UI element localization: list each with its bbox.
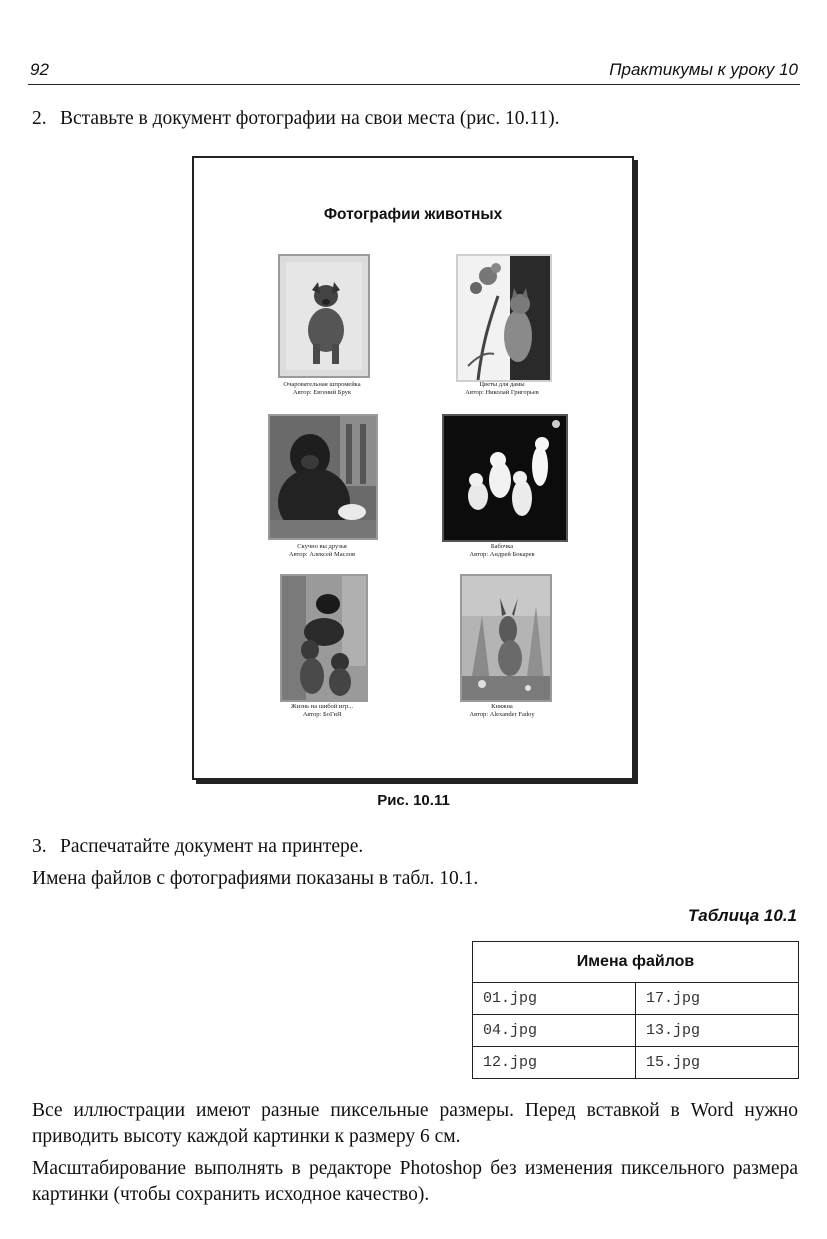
- page-number: 92: [30, 60, 49, 79]
- table-row: [473, 1015, 799, 1047]
- deer-image: [462, 576, 550, 700]
- dog-image: [280, 256, 368, 376]
- caption-author: Автор: Николай Григорьев: [465, 389, 539, 396]
- caption-author: Автор: Alexander Fadoy: [469, 711, 535, 718]
- paragraph-2: Масштабирование выполнять в редакторе Photoshop без изменения пиксельного размера картинки (чтобы сохранить исходное качество).: [32, 1158, 798, 1205]
- table-caption: Таблица 10.1: [687, 906, 797, 925]
- caption-title: Скучно вы друзья: [297, 543, 347, 550]
- table-cell: 04.jpg: [473, 1015, 636, 1047]
- paragraph-1: Все иллюстрации имеют разные пиксельные размеры. Перед вставкой в Word нужно приводить высоту каждой картинки к размеру 6 см.: [32, 1100, 798, 1147]
- table-row: [473, 983, 799, 1015]
- photo-caption: [254, 543, 390, 559]
- photo-caption: [254, 703, 390, 719]
- table-cell: 01.jpg: [473, 983, 636, 1015]
- chapter-title: Практикумы к уроку 10: [609, 60, 798, 79]
- intro-text: Имена файлов с фотографиями показаны в табл. 10.1.: [32, 868, 479, 889]
- caption-author: Автор: БоГиЯ: [302, 711, 342, 718]
- kittens-image: [444, 416, 566, 540]
- step-number: 3.: [32, 836, 47, 857]
- step-3: [32, 836, 363, 858]
- step-text: Вставьте в документ фотографии на свои места (рис. 10.11).: [60, 108, 560, 129]
- deer-photo: [460, 574, 552, 702]
- table-header: Имена файлов: [473, 942, 799, 983]
- caption-title: Очаровательная шпромейка: [283, 381, 361, 388]
- photo-caption: [434, 543, 570, 559]
- file-names-table: [472, 941, 799, 1079]
- caption-title: Бабочка: [490, 543, 514, 550]
- figure-caption: Рис. 10.11: [377, 792, 450, 809]
- caption-author: Автор: Алексей Маслов: [288, 551, 356, 558]
- gorilla-image: [270, 416, 376, 538]
- cat-flowers-image: [458, 256, 550, 380]
- page-header: [28, 58, 800, 85]
- figure-title: Фотографии животных: [323, 206, 503, 223]
- gorilla-photo: [268, 414, 378, 540]
- table-cell: 13.jpg: [636, 1015, 799, 1047]
- kittens-photo: [442, 414, 568, 542]
- table-cell: 17.jpg: [636, 983, 799, 1015]
- caption-title: Жизнь на шибой игр...: [290, 703, 354, 710]
- caption-author: Автор: Евгений Брук: [292, 389, 352, 396]
- dogs-photo: [280, 574, 368, 702]
- dog-photo: [278, 254, 370, 378]
- caption-author: Автор: Андрей Бокарев: [469, 551, 535, 558]
- photo-caption: [254, 381, 390, 397]
- dogs-image: [282, 576, 366, 700]
- step-2: [32, 108, 559, 130]
- table-cell: 12.jpg: [473, 1047, 636, 1079]
- cat-and-flowers-photo: [456, 254, 552, 382]
- table-row: [473, 1047, 799, 1079]
- step-number: 2.: [32, 108, 47, 129]
- caption-title: Цветы для дамы: [479, 381, 525, 388]
- caption-title: Княжна: [491, 703, 513, 710]
- figure-document-page: [192, 156, 634, 780]
- step-text: Распечатайте документ на принтере.: [60, 836, 364, 857]
- photo-caption: [434, 381, 570, 397]
- photo-caption: [434, 703, 570, 719]
- table-cell: 15.jpg: [636, 1047, 799, 1079]
